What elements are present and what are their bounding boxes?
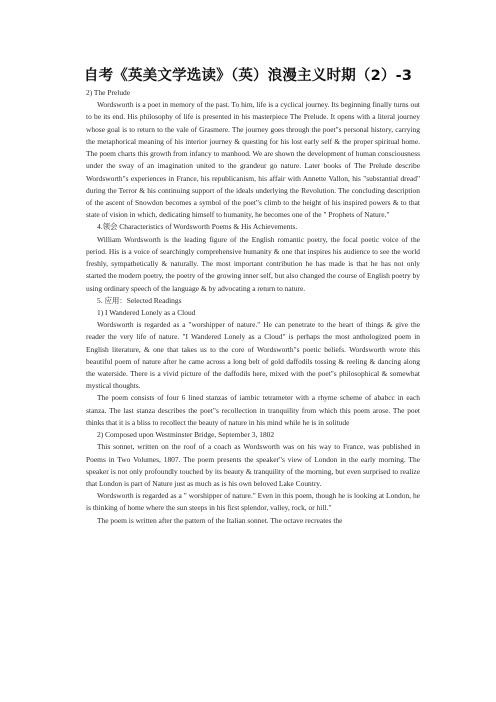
document-title: 自考《英美文学选读》（英）浪漫主义时期（2）-3	[83, 68, 413, 84]
paragraph: William Wordsworth is the leading figure of the English romantic poetry, the focal poetic voice of the period. His is a voice of searchingly comprehensive humanity & one that inspires his audience to see the world freshly, sympathetically & naturally. The most important contribution he has made is that he has not only started the modern poetry, the poetry of the growing inner self, but also changed the course of English poetry by using ordinary speech of the language & by advocating a return to nature.	[86, 234, 420, 293]
paragraph: 5. 应用：Selected Readings	[97, 295, 182, 305]
paragraph: 2) The Prelude	[86, 88, 131, 97]
paragraph: The poem consists of four 6 lined stanzas of iambic tetrameter with a rhyme scheme of ababcc in each stanza. The last stanza describes the poet"s recollection in tranquility from which this poem arose. The poet thinks that it is a bliss to recollect the beauty of nature in his mind while he is in solitude	[86, 393, 420, 427]
paragraph: 1) I Wandered Lonely as a Cloud	[97, 307, 196, 317]
paragraph: 2) Composed upon Westminster Bridge, September 3, 1802	[97, 430, 275, 440]
document-body	[86, 87, 420, 527]
paragraph: This sonnet, written on the roof of a coach as Wordsworth was on his way to France, was published in Poems in Two Volumes, 1807. The poem presents the speaker"s view of London in the early morning. The speaker is not only profoundly touched by its beauty & tranquility of the morning, but even surprised to realize that London is part of Nature just as much as is his own beloved Lake Country.	[86, 442, 420, 488]
paragraph: 4.领会 Characteristics of Wordsworth Poems & His Achievements.	[97, 222, 298, 232]
paragraph: The poem is written after the pattern of the Italian sonnet. The octave recreates the	[97, 515, 343, 525]
paragraph: Wordsworth is regarded as a " worshipper of nature." Even in this poem, though he is looking at London, he is thinking of home where the sun steeps in his first splendor, valley, rock, or hill."	[86, 491, 420, 513]
paragraph: Wordsworth is regarded as a "worshipper of nature." He can penetrate to the heart of things & give the reader the very life of nature. "I Wandered Lonely as a Cloud" is perhaps the most anthologized poem in English literature, & one that takes us to the core of Wordsworth"s poetic beliefs. Wordsworth wrote this beautiful poem of nature after he came across a long belt of gold daffodils tossing & reeling & dancing along the waterside. There is a vivid picture of the daffodils here, mixed with the poet"s philosophical & somewhat mystical thoughts.	[86, 320, 420, 391]
paragraph: Wordsworth is a poet in memory of the past. To him, life is a cyclical journey. Its beginning finally turns out to be its end. His philosophy of life is presented in his masterpiece The Prelude. It opens with a literal journey whose goal is to return to the vale of Grasmere. The journey goes through the poet"s personal history, carrying the metaphorical meaning of his interior journey & questing for his lost early self & the proper spiritual home. The poem charts this growth from infancy to manhood. We are shown the development of human consciousness under the sway of an imagination united to the grandeur go nature. Later books of The Prelude describe Wordsworth"s experiences in France, his republicanism, his affair with Annette Vallon, his "substantial dread" during the Terror & his continuing support of the ideals underlying the Revolution. The concluding description of the ascent of Snowdon becomes a symbol of the poet"s climb to the height of his inspired powers & to that state of vision in which, dedicating himself to humanity, he becomes one of the " Prophets of Nature."	[86, 100, 420, 220]
